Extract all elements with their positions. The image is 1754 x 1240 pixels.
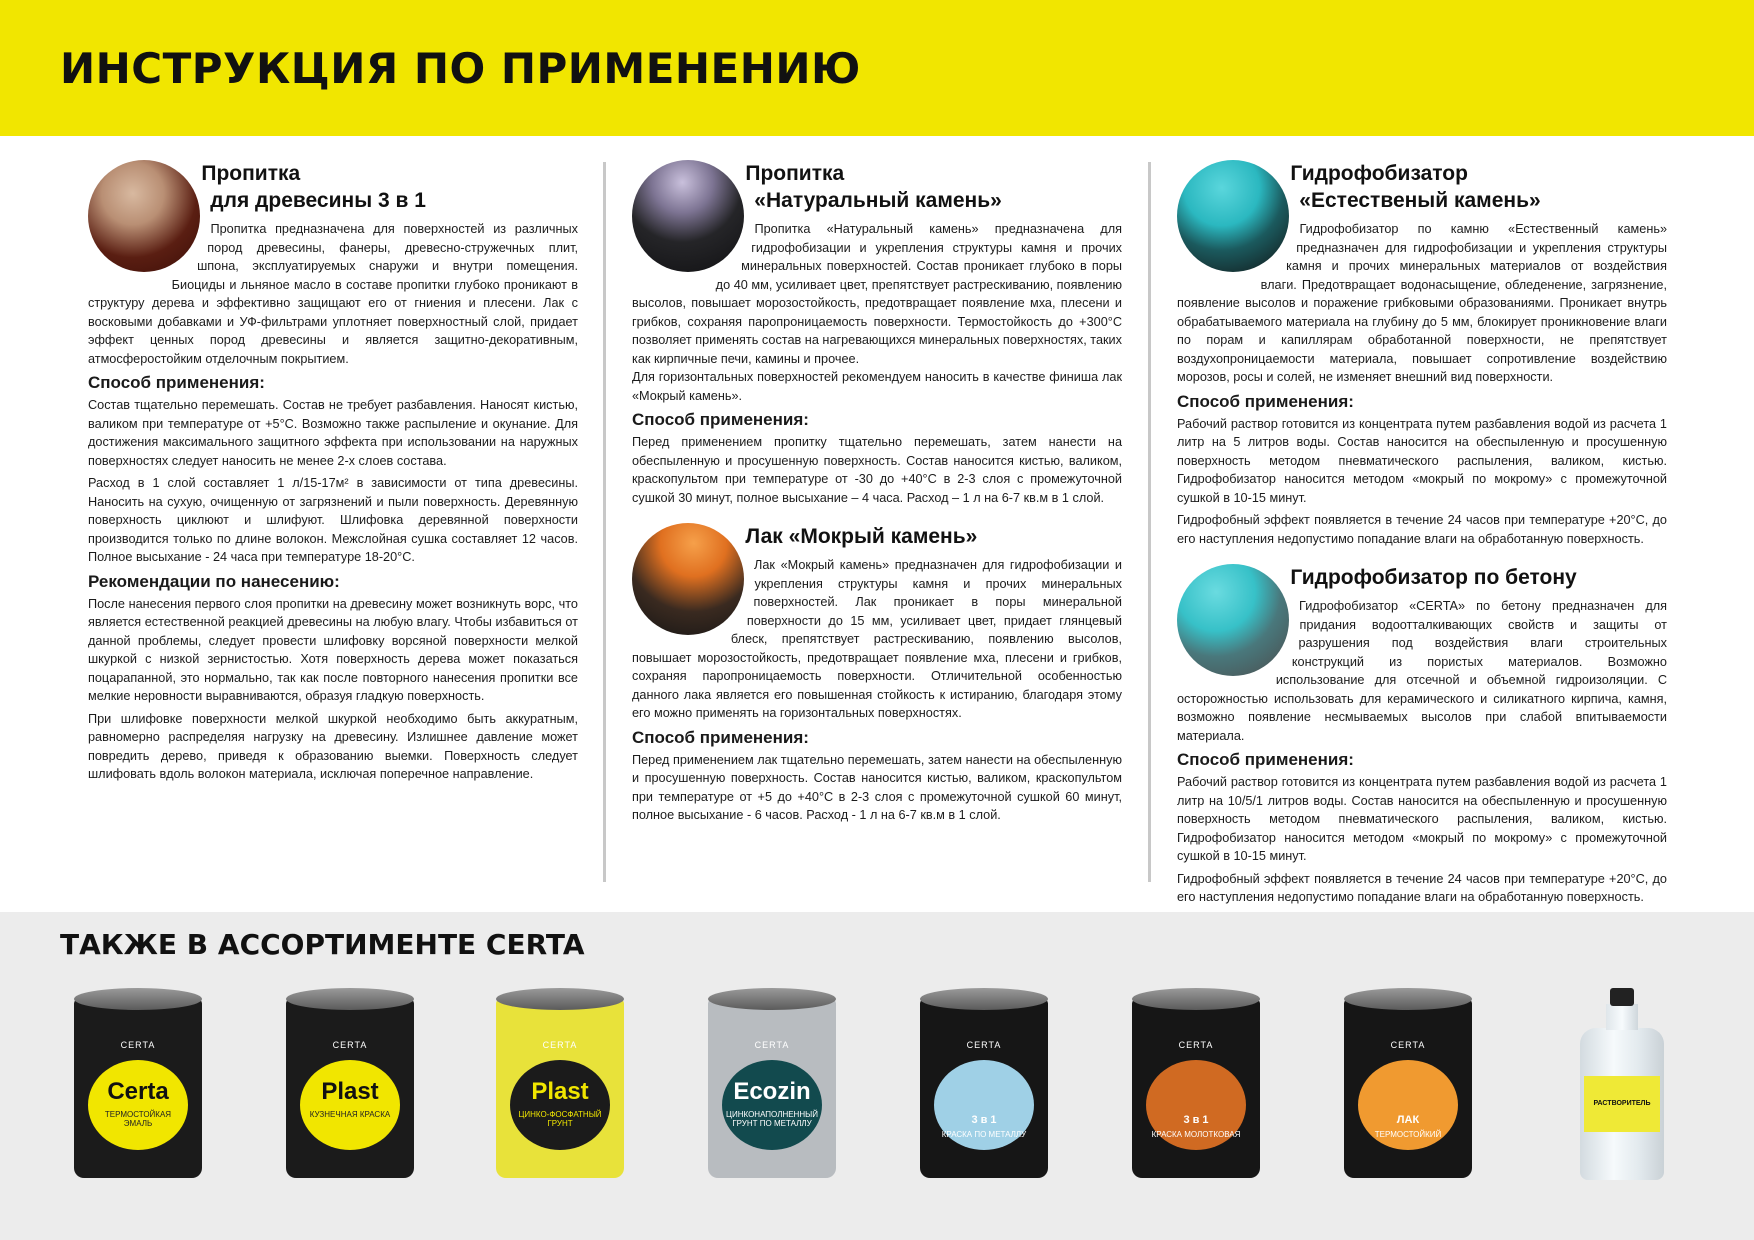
can-brand: CERTA — [332, 1040, 368, 1050]
product-can — [490, 988, 630, 1184]
can-brand: CERTA — [1390, 1040, 1426, 1050]
can-name: Plast — [321, 1078, 379, 1105]
can-subtitle: КРАСКА МОЛОТКОВАЯ — [1151, 1130, 1241, 1139]
can-brand: CERTA — [542, 1040, 578, 1050]
can-name: 3 в 1 — [971, 1114, 997, 1126]
can-body — [920, 998, 1048, 1178]
intro-text: Пропитка предназначена для поверхностей из различных пород древесины, фанеры, древесно-стружечных плит, шпона, эксплуатируемых снаружи и внутри помещения. Биоциды и льняное масло в составе пропитки глубоко проникают в структуру дерева и эффективно защищают его от гниения и плесени. Лак с восковыми добавками и УФ-фильтрами уплотняет поверхностный слой, придает эффект ценных пород древесины и является защитно-декоративным, атмосферостойким отделочным покрытием. — [88, 222, 578, 366]
can-subtitle: ЦИНКО-ФОСФАТНЫЙ ГРУНТ — [518, 1110, 602, 1128]
lacquer-swatch-image — [632, 523, 744, 635]
can-lid — [74, 988, 202, 1010]
column-hydrophobizer — [1177, 160, 1667, 911]
can-brand: CERTA — [966, 1040, 1002, 1050]
product-bottle — [1566, 988, 1676, 1184]
paragraph: При шлифовке поверхности мелкой шкуркой необходимо быть аккуратным, равномерно распределяя нагрузку на древесину. Излишнее давление может повредить дерево, приведя к образованию выемки. Поверхность следует шлифовать вдоль волокон материала, исключая поперечное направление. — [88, 711, 578, 781]
intro-text: Лак «Мокрый камень» предназначен для гидрофобизации и укрепления структуры камня и прочих минеральных поверхностей. Лак проникает в поры минеральной поверхности до 15 мм, усиливает цвет, придает глянцевый блеск, препятствует растрескиванию, появлению высолов, повышает морозостойкость, предотвращает появление мха, плесени и грибков, сохраняя паропроницаемость поверхности. Отличительной особенностью данного лака является его повышенная стойкость к истиранию, благодаря этому его можно применять на горизонтальных поверхностях. — [632, 558, 1122, 720]
bottle-neck — [1606, 1004, 1638, 1030]
footer-title: ТАКЖЕ В АССОРТИМЕНТЕ CERTA — [60, 928, 585, 961]
section-natural-stone-hydrophobizer — [1177, 160, 1667, 548]
section-title: Лак «Мокрый камень» — [745, 525, 978, 548]
paragraph: После нанесения первого слоя пропитки на древесину может возникнуть ворс, что является естественной реакцией древесины на любую влагу. Чтобы избавиться от данной проблемы, следует провести шлифовку ворсяной поверхности мелкой шкуркой с низкой зернистостью. Хотя поверхность дерева может показаться поцарапанной, это нормально, так как после повторного нанесения пропитки все мелкие неровности выравниваются, образуя гладкую поверхность. — [88, 596, 578, 703]
can-name: ЛАК — [1396, 1114, 1420, 1126]
stone-swatch-image — [632, 160, 744, 272]
bottle-cap — [1610, 988, 1634, 1006]
can-lid — [496, 988, 624, 1010]
can-brand: CERTA — [1178, 1040, 1214, 1050]
paragraph: Состав тщательно перемешать. Состав не требует разбавления. Наносят кистью, валиком при температуре от +5°С. Возможно также распыление и окунание. Для достижения максимального защитного эффекта при использовании на наружных поверхностях следует наносить не менее 2-х слоев состава. — [88, 398, 578, 468]
can-brand: CERTA — [754, 1040, 790, 1050]
page-title: ИНСТРУКЦИЯ ПО ПРИМЕНЕНИЮ — [60, 44, 861, 93]
column-stone — [632, 160, 1122, 829]
subheading-method: Способ применения: — [632, 410, 809, 429]
paragraph: Рабочий раствор готовится из концентрата путем разбавления водой из расчета 1 литр на 10/5/1 литров воды. Состав наносится на обеспыленную и просушенную поверхность методом пневматического распыления, валиком, кистью. Гидрофобизатор наносится методом «мокрый по мокрому» с промежуточной сушкой в 10-15 минут. — [1177, 775, 1667, 863]
can-name: 3 в 1 — [1183, 1114, 1209, 1126]
can-body — [708, 998, 836, 1178]
paragraph: Перед применением лак тщательно перемешать, затем нанести на обеспыленную и просушенную поверхность. Состав наносится кистью, валиком, краскопультом при температуре от +5 до +40°С в 2-3 слоя с промежуточной сушкой 60 минут, полное высыхание - 6 часов. Расход - 1 л на 6-7 кв.м в 1 слой. — [632, 752, 1122, 822]
subheading-method: Способ применения: — [88, 373, 265, 392]
column-divider — [1148, 162, 1151, 882]
subheading-method: Способ применения: — [1177, 750, 1354, 769]
product-can — [1338, 988, 1478, 1184]
product-can — [1126, 988, 1266, 1184]
can-name: Ecozin — [733, 1078, 811, 1105]
title-line: Гидрофобизатор — [1290, 162, 1468, 185]
product-can — [914, 988, 1054, 1184]
can-subtitle: КРАСКА ПО МЕТАЛЛУ — [941, 1130, 1027, 1139]
title-line: для древесины 3 в 1 — [210, 189, 426, 212]
title-line: Пропитка — [745, 162, 845, 185]
can-brand: CERTA — [120, 1040, 156, 1050]
wood-swatch-image — [88, 160, 200, 272]
subheading-recommendations: Рекомендации по нанесению: — [88, 571, 340, 591]
section-wet-stone-lacquer — [632, 523, 1122, 825]
can-body — [286, 998, 414, 1178]
concrete-swatch-image — [1177, 564, 1289, 676]
title-line: «Натуральный камень» — [754, 189, 1002, 212]
product-can — [280, 988, 420, 1184]
can-name: Plast — [531, 1078, 589, 1105]
can-body — [496, 998, 624, 1178]
title-line: «Естественый камень» — [1299, 189, 1541, 212]
intro-text: Гидрофобизатор «CERTA» по бетону предназначен для придания водоотталкивающих свойств и защиты от разрушения под воздействия влаги строительных конструкций из пористых материалов. Возможно использование для отсечной и объемной гидроизоляции. С осторожностью использовать для керамического и силикатного кирпича, камня, возможно появление несмываемых высолов при слабой впитываемости материала. — [1177, 599, 1667, 743]
can-lid — [1344, 988, 1472, 1010]
intro-text: Гидрофобизатор по камню «Естественный камень» предназначен для гидрофобизации и укрепления структуры камня и прочих минеральных материалов от воздействия влаги. Предотвращает водонасыщение, обледенение, загрязнение, появление высолов и поражение грибковыми образованиями. Проникает внутрь обрабатываемого материала на глубину до 5 мм, блокирует проникновение влаги по порам и капиллярам обработанной поверхности, не препятствует воздухопроницаемости материала, повышает сопротивление воздействию морозов, росы и солей, не изменяет внешний вид поверхности. — [1177, 222, 1667, 384]
hydrophobizer-swatch-image — [1177, 160, 1289, 272]
subheading-method: Способ применения: — [1177, 391, 1354, 411]
paragraph: Для горизонтальных поверхностей рекомендуем наносить в качестве финиша лак «Мокрый камень». — [632, 370, 1122, 403]
column-wood — [88, 160, 578, 788]
title-line: Пропитка — [201, 162, 301, 185]
can-subtitle: ЦИНКОНАПОЛНЕННЫЙ ГРУНТ ПО МЕТАЛЛУ — [726, 1110, 818, 1128]
product-can — [68, 988, 208, 1184]
can-subtitle: КУЗНЕЧНАЯ КРАСКА — [309, 1110, 391, 1119]
can-lid — [708, 988, 836, 1010]
product-can — [702, 988, 842, 1184]
can-lid — [286, 988, 414, 1010]
can-body — [74, 998, 202, 1178]
paragraph: Перед применением пропитку тщательно перемешать, затем нанести на обеспыленную и просушенную поверхность. Состав наносится кистью, валиком, краскопультом при температуре от -30 до +40°С в 2-3 слоя с промежуточной сушкой 30 минут, полное высыхание – 4 часа. Расход – 1 л на 6-7 кв.м в 1 слой. — [632, 435, 1122, 505]
can-name: Certa — [107, 1078, 169, 1105]
can-body — [1344, 998, 1472, 1178]
column-divider — [603, 162, 606, 882]
bottle-text: РАСТВОРИТЕЛЬ — [1593, 1100, 1651, 1107]
subheading-method: Способ применения: — [632, 727, 809, 747]
can-lid — [1132, 988, 1260, 1010]
paragraph: Расход в 1 слой составляет 1 л/15-17м² в зависимости от типа древесины. Наносить на сухую, очищенную от загрязнений и пыли поверхность. Деревянную поверхность циклюют и шлифуют. Шлифовка деревянной поверхности производится только по длине волокон. Межслойная сушка составляет 12 часов. Полное высыхание - 24 часа при температуре 18-20°С. — [88, 476, 578, 564]
footer-band — [0, 912, 1754, 1240]
paragraph: Рабочий раствор готовится из концентрата путем разбавления водой из расчета 1 литр на 5 литров воды. Состав наносится на обеспыленную и просушенную поверхность методом пневматического распыления, валиком, кистью. Гидрофобизатор наносится методом «мокрый по мокрому» с промежуточной сушкой в 10-15 минут. — [1177, 416, 1667, 505]
can-subtitle: ТЕРМОСТОЙКАЯ ЭМАЛЬ — [104, 1110, 172, 1128]
paragraph: Гидрофобный эффект появляется в течение 24 часов при температуре +20°С, до его наступления недопустимо попадание влаги на обработанную поверхность. — [1177, 871, 1667, 904]
paragraph: Гидрофобный эффект появляется в течение 24 часов при температуре +20°С, до его наступления недопустимо попадание влаги на обработанную поверхность. — [1177, 513, 1667, 546]
intro-text: Пропитка «Натуральный камень» предназначена для гидрофобизации и укрепления структуры камня и прочих минеральных поверхностей. Состав проникает глубоко в поры до 40 мм, усиливает цвет, препятствует растрескиванию, появлению высолов, повышает морозостойкость, предотвращает появление мха, плесени и грибков, сохраняя паропроницаемость поверхности. Термостойкость до +300°С позволяет применять состав на нагревающихся минеральных поверхностях, таких как кирпичные печи, камины и прочее. — [632, 222, 1122, 366]
can-lid — [920, 988, 1048, 1010]
can-subtitle: ТЕРМОСТОЙКИЙ — [1374, 1130, 1442, 1139]
can-body — [1132, 998, 1260, 1178]
section-natural-stone — [632, 160, 1122, 507]
section-wood-impregnation — [88, 160, 578, 784]
section-title: Гидрофобизатор по бетону — [1290, 566, 1577, 589]
section-concrete-hydrophobizer — [1177, 564, 1667, 907]
